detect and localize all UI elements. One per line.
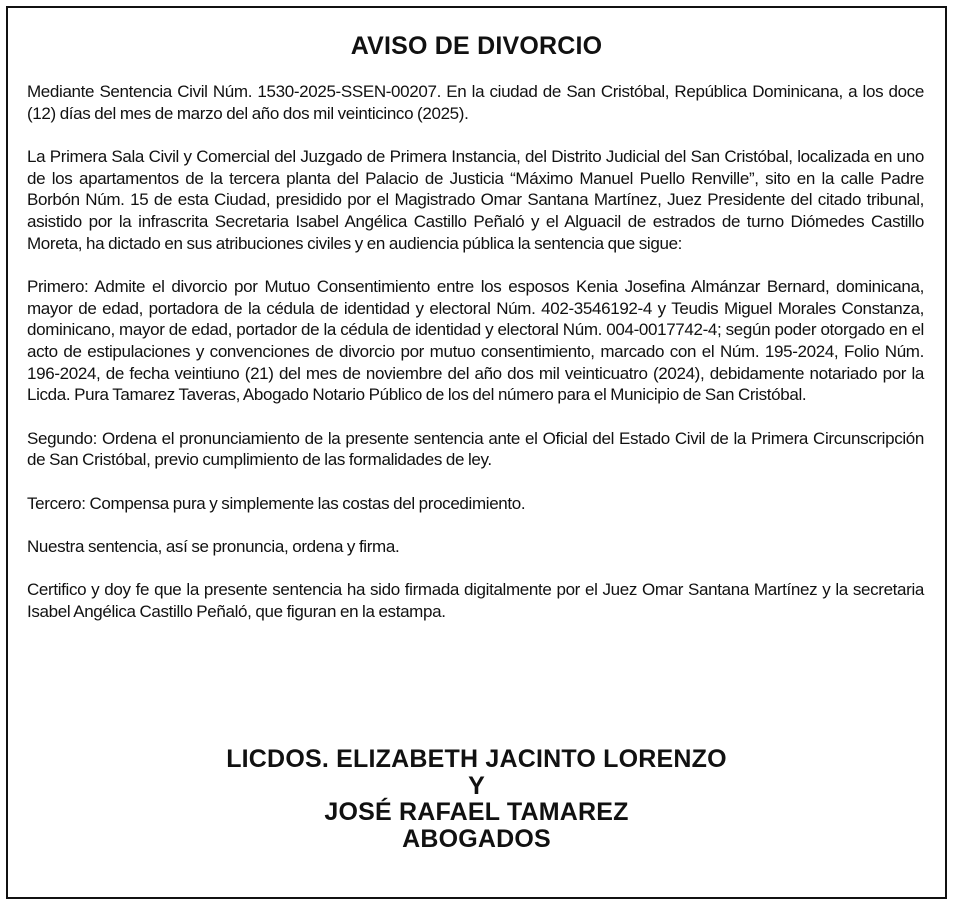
- paragraph-pronouncement: Nuestra sentencia, así se pronuncia, ordena y firma.: [27, 536, 400, 556]
- notice-title: AVISO DE DIVORCIO: [350, 32, 603, 60]
- paragraph-court-description: La Primera Sala Civil y Comercial del Juzgado de Primera Instancia, del Distrito Judicial del San Cristóbal, localizada en uno de los apartamentos de la tercera planta del Palacio de Justicia “Máximo Manuel Puello Renville”, sito en la calle Padre Borbón Núm. 15 de esta Ciudad, presidido por el Magistrado Omar Santana Martínez, Juez Presidente del citado tribunal, asistido por la infrascrita Secretaria Isabel Angélica Castillo Peñaló y el Alguacil de estrados de turno Diómedes Castillo Moreta, ha dictado en sus atribuciones civiles y en audiencia pública la sentencia que sigue:: [27, 146, 924, 253]
- paragraph-primero: Primero: Admite el divorcio por Mutuo Consentimiento entre los esposos Kenia Josefina Almánzar Bernard, dominicana, mayor de edad, portadora de la cédula de identidad y electoral Núm. 402-3546192-4 y Teudis Miguel Morales Constanza, dominicano, mayor de edad, portador de la cédula de identidad y electoral Núm. 004-0017742-4; según poder otorgado en el acto de estipulaciones y convenciones de divorcio por mutuo consentimiento, marcado con el Núm. 195-2024, Folio Núm. 196-2024, de fecha veintiuno (21) del mes de noviembre del año dos mil veinticuatro (2024), debidamente notariado por la Licda. Pura Tamarez Taveras, Abogado Notario Público de los del número para el Municipio de San Cristóbal.: [27, 276, 924, 405]
- signature-line-lawyers: LICDOS. ELIZABETH JACINTO LORENZO: [226, 745, 727, 773]
- paragraph-tercero: Tercero: Compensa pura y simplemente las costas del procedimiento.: [27, 493, 526, 513]
- signature-line-lawyer-name: JOSÉ RAFAEL TAMAREZ: [324, 798, 629, 826]
- paragraph-sentence-reference: Mediante Sentencia Civil Núm. 1530-2025-SSEN-00207. En la ciudad de San Cristóbal, República Dominicana, a los doce (12) días del mes de marzo del año dos mil veinticinco (2025).: [27, 82, 924, 123]
- paragraph-certification: Certifico y doy fe que la presente sentencia ha sido firmada digitalmente por el Juez Omar Santana Martínez y la secretaria Isabel Angélica Castillo Peñaló, que figuran en la estampa.: [27, 579, 924, 621]
- signature-line-conjunction: Y: [468, 771, 485, 800]
- signature-block: [8, 746, 945, 852]
- notice-body: [27, 81, 924, 644]
- signature-line-role: ABOGADOS: [402, 824, 551, 853]
- divorce-notice: [6, 6, 947, 899]
- paragraph-segundo: Segundo: Ordena el pronunciamiento de la presente sentencia ante el Oficial del Estado Civil de la Primera Circunscripción de San Cristóbal, previo cumplimiento de las formalidades de ley.: [27, 428, 924, 470]
